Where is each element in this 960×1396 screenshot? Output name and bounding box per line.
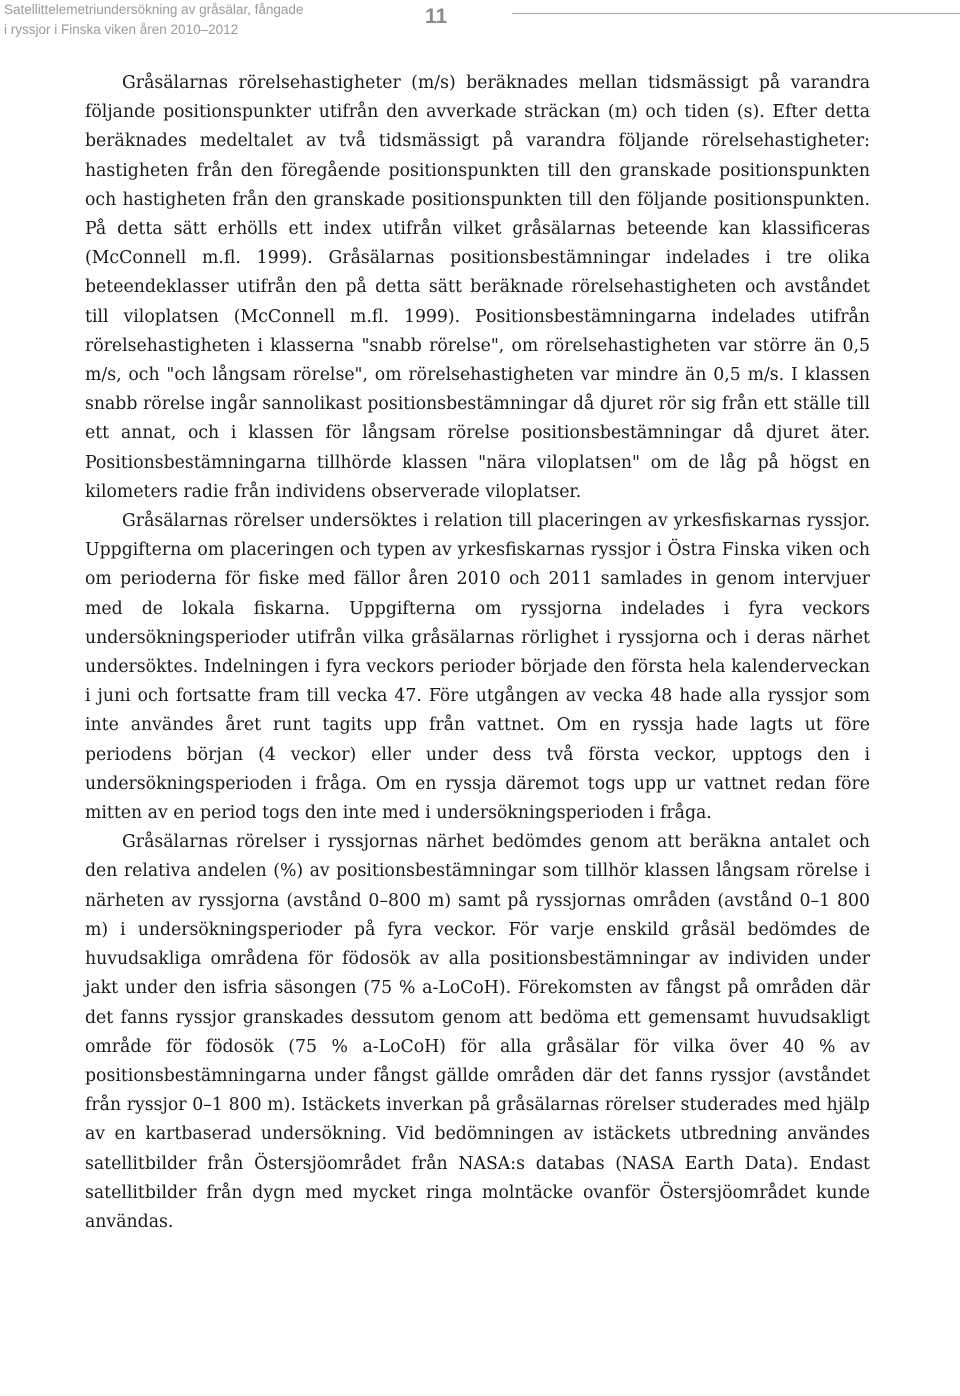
page-number: 11 [425,5,448,28]
paragraph: Gråsälarnas rörelsehastigheter (m/s) beräknades mellan tidsmässigt på varandra följande positionspunkter utifrån den avverkade sträckan (m) och tiden (s). Efter detta beräknades medeltalet av två tidsmässigt på varandra följande rörelsehastigheter: hastigheten från den föregående positionspunkten till den granskade positionspunkten och hastigheten från den granskade positionspunkten till den följande positionspunkten. På detta sätt erhölls ett index utifrån vilket gråsälarnas beteende kan klassificeras (McConnell m.fl. 1999). Gråsälarnas positionsbestämningar indelades i tre olika beteendeklasser utifrån den på detta sätt beräknade rörelsehastigheten och avståndet till viloplatsen (McConnell m.fl. 1999). Positionsbestämningarna indelades utifrån rörelsehastigheten i klasserna "snabb rörelse", om rörelsehastigheten var större än 0,5 m/s, och "och långsam rörelse", om rörelsehastigheten var mindre än 0,5 m/s. I klassen snabb rörelse ingår sannolikast positionsbestämningar då djuret rör sig från ett ställe till ett annat, och i klassen för långsam rörelse positionsbestämningar då djuret äter. Positionsbestämningarna tillhörde klassen "nära viloplatsen" om de låg på högst en kilometers radie från individens observerade viloplatser. [85,73,870,502]
running-head [4,0,344,40]
paragraph: Gråsälarnas rörelser i ryssjornas närhet bedömdes genom att beräkna antalet och den relativa andelen (%) av positionsbestämningar som tillhör klassen långsam rörelse i närheten av ryssjorna (avstånd 0–800 m) samt på ryssjornas områden (avstånd 0–1 800 m) i undersökningsperioder på fyra veckor. För varje enskild gråsäl bedömdes de huvudsakliga områdena för födosök av alla positionsbestämningar av individen under jakt under den isfria säsongen (75 % a-LoCoH). Förekomsten av fångst på områden där det fanns ryssjor granskades dessutom genom att bedöma ett gemensamt huvudsakligt område för födosök (75 % a-LoCoH) för alla gråsälar för vilka över 40 % av positionsbestämningarna under fångst gällde områden där det fanns ryssjor (avståndet från ryssjor 0–1 800 m). Istäckets inverkan på gråsälarnas rörelser studerades med hjälp av en kartbaserad undersökning. Vid bedömningen av istäckets utbredning användes satellitbilder från Östersjöområdet från NASA:s databas (NASA Earth Data). Endast satellitbilder från dygn med mycket ringa molntäcke ovanför Östersjöområdet kunde användas. [85,832,870,1232]
header-rule [512,13,960,14]
running-head-line-1: Satellittelemetriundersökning av gråsälar, fångade [4,2,304,17]
running-head-line-2: i ryssjor i Finska viken åren 2010–2012 [4,22,239,37]
paragraph: Gråsälarnas rörelser undersöktes i relation till placeringen av yrkesfiskarnas ryssjor. Uppgifterna om placeringen och typen av yrkesfiskarnas ryssjor i Östra Finska viken och om perioderna för fiske med fällor åren 2010 och 2011 samlades in genom intervjuer med de lokala fiskarna. Uppgifterna om ryssjorna indelades i fyra veckors undersökningsperioder utifrån vilka gråsälarnas rörlighet i ryssjorna och i deras närhet undersöktes. Indelningen i fyra veckors perioder började den första hela kalenderveckan i juni och fortsatte fram till vecka 47. Före utgången av vecka 48 hade alla ryssjor som inte användes året runt tagits upp från vattnet. Om en ryssja hade lagts ut före periodens början (4 veckor) eller under dess två första veckor, upptogs den i undersökningsperioden i fråga. Om en ryssja däremot togs upp ur vattnet redan före mitten av en period togs den inte med i undersökningsperioden i fråga. [85,511,870,824]
body-text [85,69,870,1237]
